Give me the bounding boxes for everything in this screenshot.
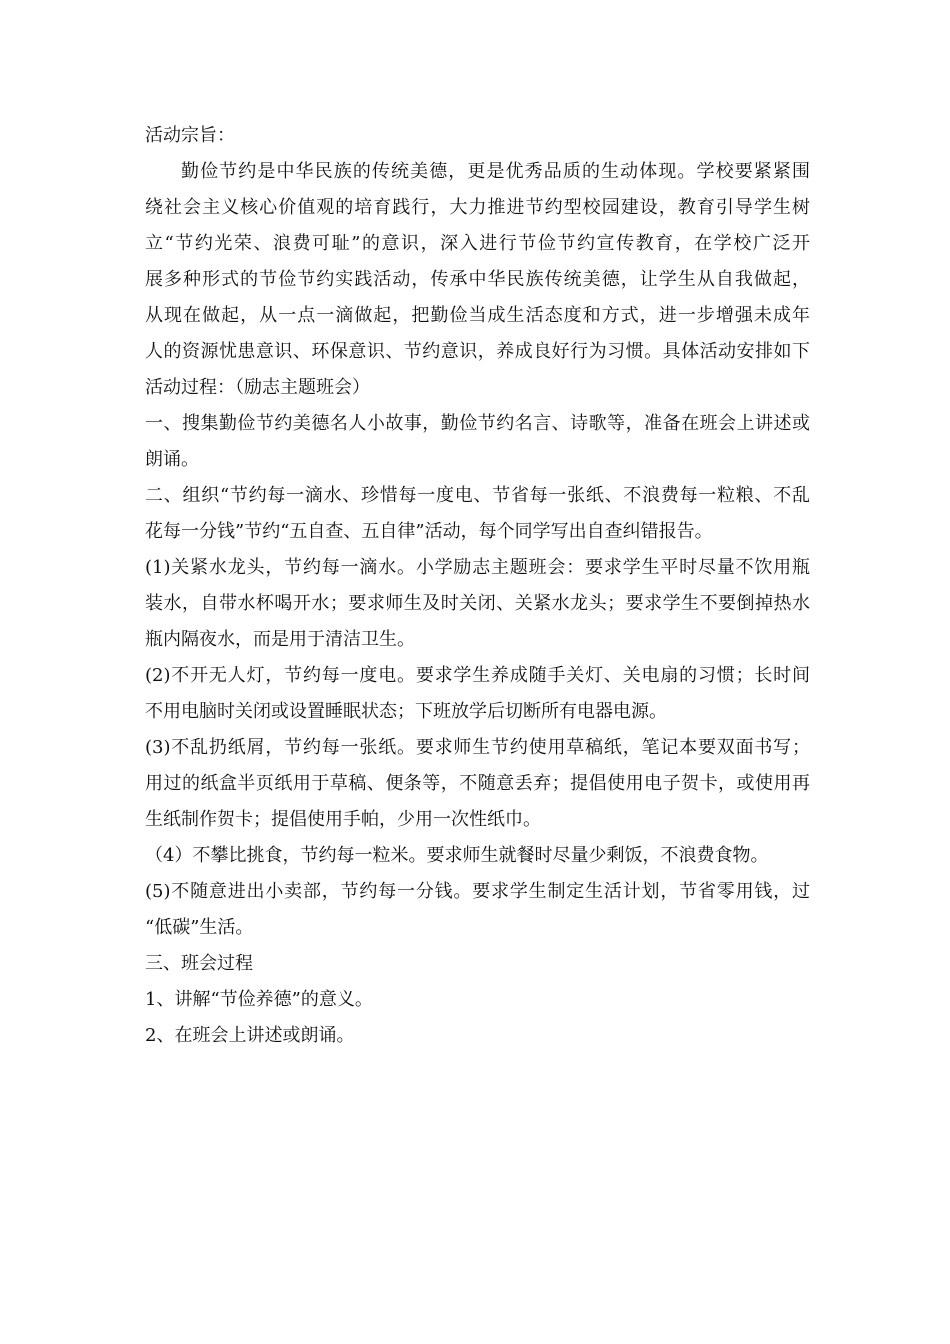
section-heading-process: 活动过程：（励志主题班会）	[145, 377, 370, 398]
sub-item-line: 装水，自带水杯喝开水；要求师生及时关闭、关紧水龙头；要求学生不要倒掉热水	[145, 593, 810, 614]
list-item-line: 二、组织“节约每一滴水、珍惜每一度电、节省每一张纸、不浪费每一粒粮、不乱	[145, 485, 810, 506]
paragraph-line: 勤俭节约是中华民族的传统美德，更是优秀品质的生动体现。学校要紧紧围	[181, 161, 810, 182]
sub-item-line: (3)不乱扔纸屑，节约每一张纸。要求师生节约使用草稿纸，笔记本要双面书写；	[145, 737, 810, 758]
list-item-line: 朗诵。	[145, 449, 199, 470]
section-heading-meeting: 三、班会过程	[145, 953, 253, 974]
sub-item-line: (1)关紧水龙头，节约每一滴水。小学励志主题班会：要求学生平时尽量不饮用瓶	[145, 557, 810, 578]
document-body	[145, 118, 810, 1054]
paragraph-line: 展多种形式的节俭节约实践活动，传承中华民族传统美德，让学生从自我做起，	[145, 269, 810, 290]
list-item-line: 一、搜集勤俭节约美德名人小故事，勤俭节约名言、诗歌等，准备在班会上讲述或	[145, 413, 810, 434]
sub-item-line: 用过的纸盒半页纸用于草稿、便条等，不随意丢弃；提倡使用电子贺卡，或使用再	[145, 773, 810, 794]
paragraph-line: 绕社会主义核心价值观的培育践行，大力推进节约型校园建设，教育引导学生树	[145, 197, 810, 218]
paragraph-line: 人的资源忧患意识、环保意识、节约意识，养成良好行为习惯。具体活动安排如下	[145, 341, 810, 362]
sub-item-line: “低碳”生活。	[145, 917, 254, 938]
sub-item-line: 不用电脑时关闭或设置睡眠状态；下班放学后切断所有电器电源。	[145, 701, 667, 722]
sub-item-line: 瓶内隔夜水，而是用于清洁卫生。	[145, 629, 415, 650]
list-item-line: 2、在班会上讲述或朗诵。	[145, 1025, 355, 1046]
paragraph-line: 立“节约光荣、浪费可耻”的意识，深入进行节俭节约宣传教育，在学校广泛开	[145, 233, 810, 254]
sub-item-line: (2)不开无人灯，节约每一度电。要求学生养成随手关灯、关电扇的习惯；长时间	[145, 665, 810, 686]
sub-item-line: （4）不攀比挑食，节约每一粒米。要求师生就餐时尽量少剩饭，不浪费食物。	[145, 845, 769, 866]
sub-item-line: 生纸制作贺卡；提倡使用手帕，少用一次性纸巾。	[145, 809, 541, 830]
list-item-line: 1、讲解“节俭养德”的意义。	[145, 989, 373, 1010]
section-heading-purpose: 活动宗旨：	[145, 125, 235, 146]
paragraph-line: 从现在做起，从一点一滴做起，把勤俭当成生活态度和方式，进一步增强未成年	[145, 305, 810, 326]
list-item-line: 花每一分钱”节约“五自查、五自律”活动，每个同学写出自查纠错报告。	[145, 521, 713, 542]
sub-item-line: (5)不随意进出小卖部，节约每一分钱。要求学生制定生活计划，节省零用钱，过	[145, 881, 810, 902]
